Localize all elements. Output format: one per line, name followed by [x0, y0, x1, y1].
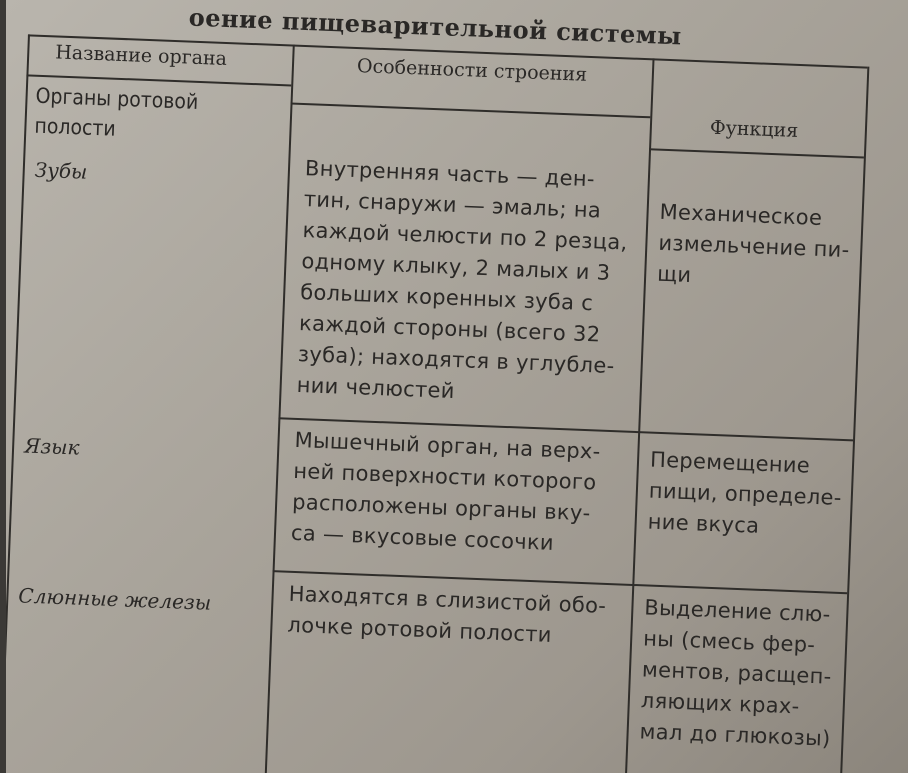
text-line: Внутренняя часть — ден-: [304, 156, 596, 192]
organ-name-salivary-glands: Слюнные железы: [17, 583, 212, 615]
text-line: нии челюстей: [296, 372, 456, 403]
structure-cell-teeth: [296, 153, 630, 413]
text-line: ментов, расщеп-: [641, 657, 832, 689]
header-structure: Особенности строения: [356, 55, 588, 86]
text-line: зуба); находятся в углубле-: [297, 341, 615, 379]
table-left-border: [6, 34, 30, 773]
text-line: са — вкусовые сосочки: [290, 520, 555, 555]
function-cell-teeth: [657, 197, 852, 297]
header-organ-name: Название органа: [54, 41, 228, 70]
structure-cell-salivary-glands: [287, 579, 607, 653]
text-line: Находятся в слизистой обо-: [288, 581, 607, 618]
text-line: щи: [656, 261, 692, 287]
page-title: оение пищеварительной системы: [188, 2, 683, 51]
text-line: ней поверхности которого: [292, 458, 597, 495]
text-line: каждой челюсти по 2 резца,: [302, 218, 628, 255]
text-line: одному клыку, 2 малых и 3: [301, 249, 611, 285]
organ-name-teeth: Зубы: [34, 157, 88, 184]
text-line: каждой стороны (всего 32: [298, 310, 601, 347]
text-line: больших коренных зуба с: [299, 279, 594, 316]
header-column2-bottom-border: [291, 102, 651, 117]
text-line: ны (смесь фер-: [642, 626, 816, 658]
text-line: Перемещение: [649, 447, 811, 478]
text-line: пищи, определе-: [648, 478, 843, 510]
text-line: ляющих крах-: [640, 688, 800, 719]
group-label-line: полости: [34, 113, 117, 141]
text-line: Выделение слю-: [643, 595, 831, 627]
group-label-line: Органы ротовой: [35, 83, 199, 114]
structure-cell-tongue: [290, 425, 601, 561]
textbook-page: [6, 0, 908, 773]
organ-name-tongue: Язык: [23, 433, 80, 460]
group-label-oral-cavity: [34, 81, 199, 147]
header-function: Функция: [709, 116, 799, 142]
header-column3-bottom-border: [649, 148, 864, 158]
text-line: Мышечный орган, на верх-: [294, 427, 602, 464]
text-line: ние вкуса: [647, 509, 760, 538]
text-line: тин, снаружи — эмаль; на: [303, 187, 602, 223]
column-divider-1: [263, 45, 295, 773]
function-cell-tongue: [647, 445, 843, 545]
text-line: расположены органы вку-: [291, 489, 591, 526]
text-line: мал до глюкозы): [639, 719, 831, 751]
digestive-system-table: [6, 0, 899, 773]
table-right-border: [837, 67, 869, 773]
text-line: измельчение пи-: [658, 230, 850, 263]
function-cell-salivary-glands: [639, 592, 836, 754]
text-line: лочке ротовой полости: [287, 612, 553, 647]
text-line: Механическое: [659, 199, 823, 230]
